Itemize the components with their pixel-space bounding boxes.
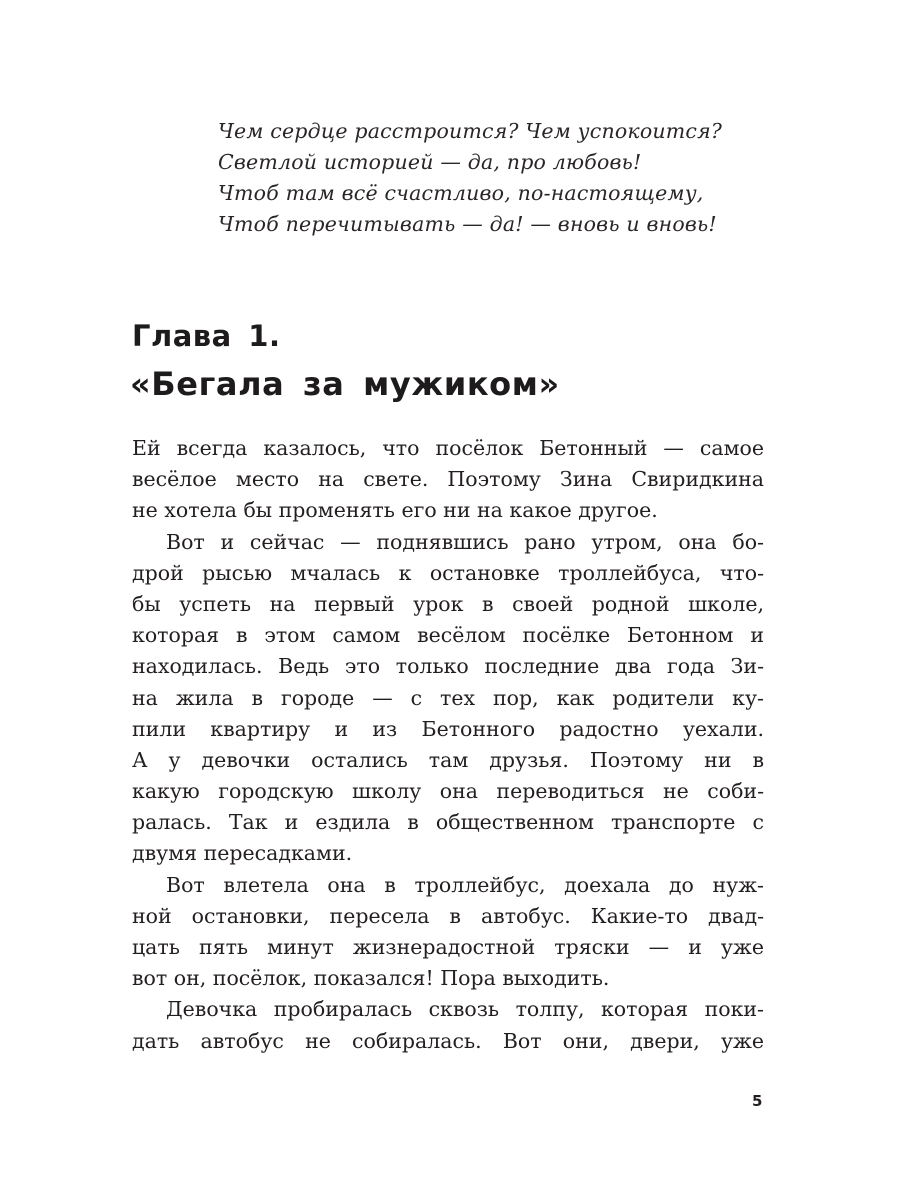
body-line: не хотела бы променять его ни на какое другое. [132,498,658,523]
epigraph-line: Светлой историей — да, про любовь! [218,150,642,174]
body-line: весёлое место на свете. Поэтому Зина Свиридкина [132,467,764,492]
body-line: бы успеть на первый урок в своей родной школе, [132,591,764,616]
body-line: ралась. Так и ездила в общественном транспорте с [132,810,764,835]
body-line: вот он, посёлок, показался! Пора выходить. [132,966,610,991]
body-line: Вот влетела она в троллейбус, доехала до нуж- [166,872,764,897]
epigraph-line: Чем сердце расстроится? Чем успокоится? [218,119,723,143]
body-line: цать пять минут жизнерадостной тряски — и уже [132,935,764,959]
epigraph-line: Чтоб там всё счастливо, по-настоящему, [218,181,704,205]
body-line: Девочка пробиралась сквозь толпу, которая поки- [166,997,764,1022]
body-line: дрой рысью мчалась к остановке троллейбуса, что- [132,560,764,585]
body-line: находилась. Ведь это только последние два года Зи- [132,654,764,679]
body-line: на жила в городе — с тех пор, как родители ку- [132,685,764,710]
body-line: дать автобус не собиралась. Вот они, двери, уже [132,1028,764,1053]
chapter-title: «Бегала за мужиком» [130,365,560,403]
body-line: ной остановки, пересела в автобус. Какие-то двад- [132,903,764,928]
body-line: Вот и сейчас — поднявшись рано утром, она бо- [166,529,764,554]
body-line: какую городскую школу она переводиться не соби- [132,779,764,804]
body-line: которая в этом самом весёлом посёлке Бетонном и [132,623,764,648]
chapter-number: Глава 1. [132,319,281,353]
body-text [132,433,764,1057]
body-line: пили квартиру и из Бетонного радостно уехали. [132,716,764,741]
epigraph [218,116,758,240]
body-line: А у девочки остались там друзья. Поэтому ни в [132,747,764,772]
body-line: двумя пересадками. [132,841,353,866]
page-number: 5 [752,1092,763,1110]
epigraph-line: Чтоб перечитывать — да! — вновь и вновь! [218,212,717,236]
body-line: Ей всегда казалось, что посёлок Бетонный — самое [132,436,764,460]
